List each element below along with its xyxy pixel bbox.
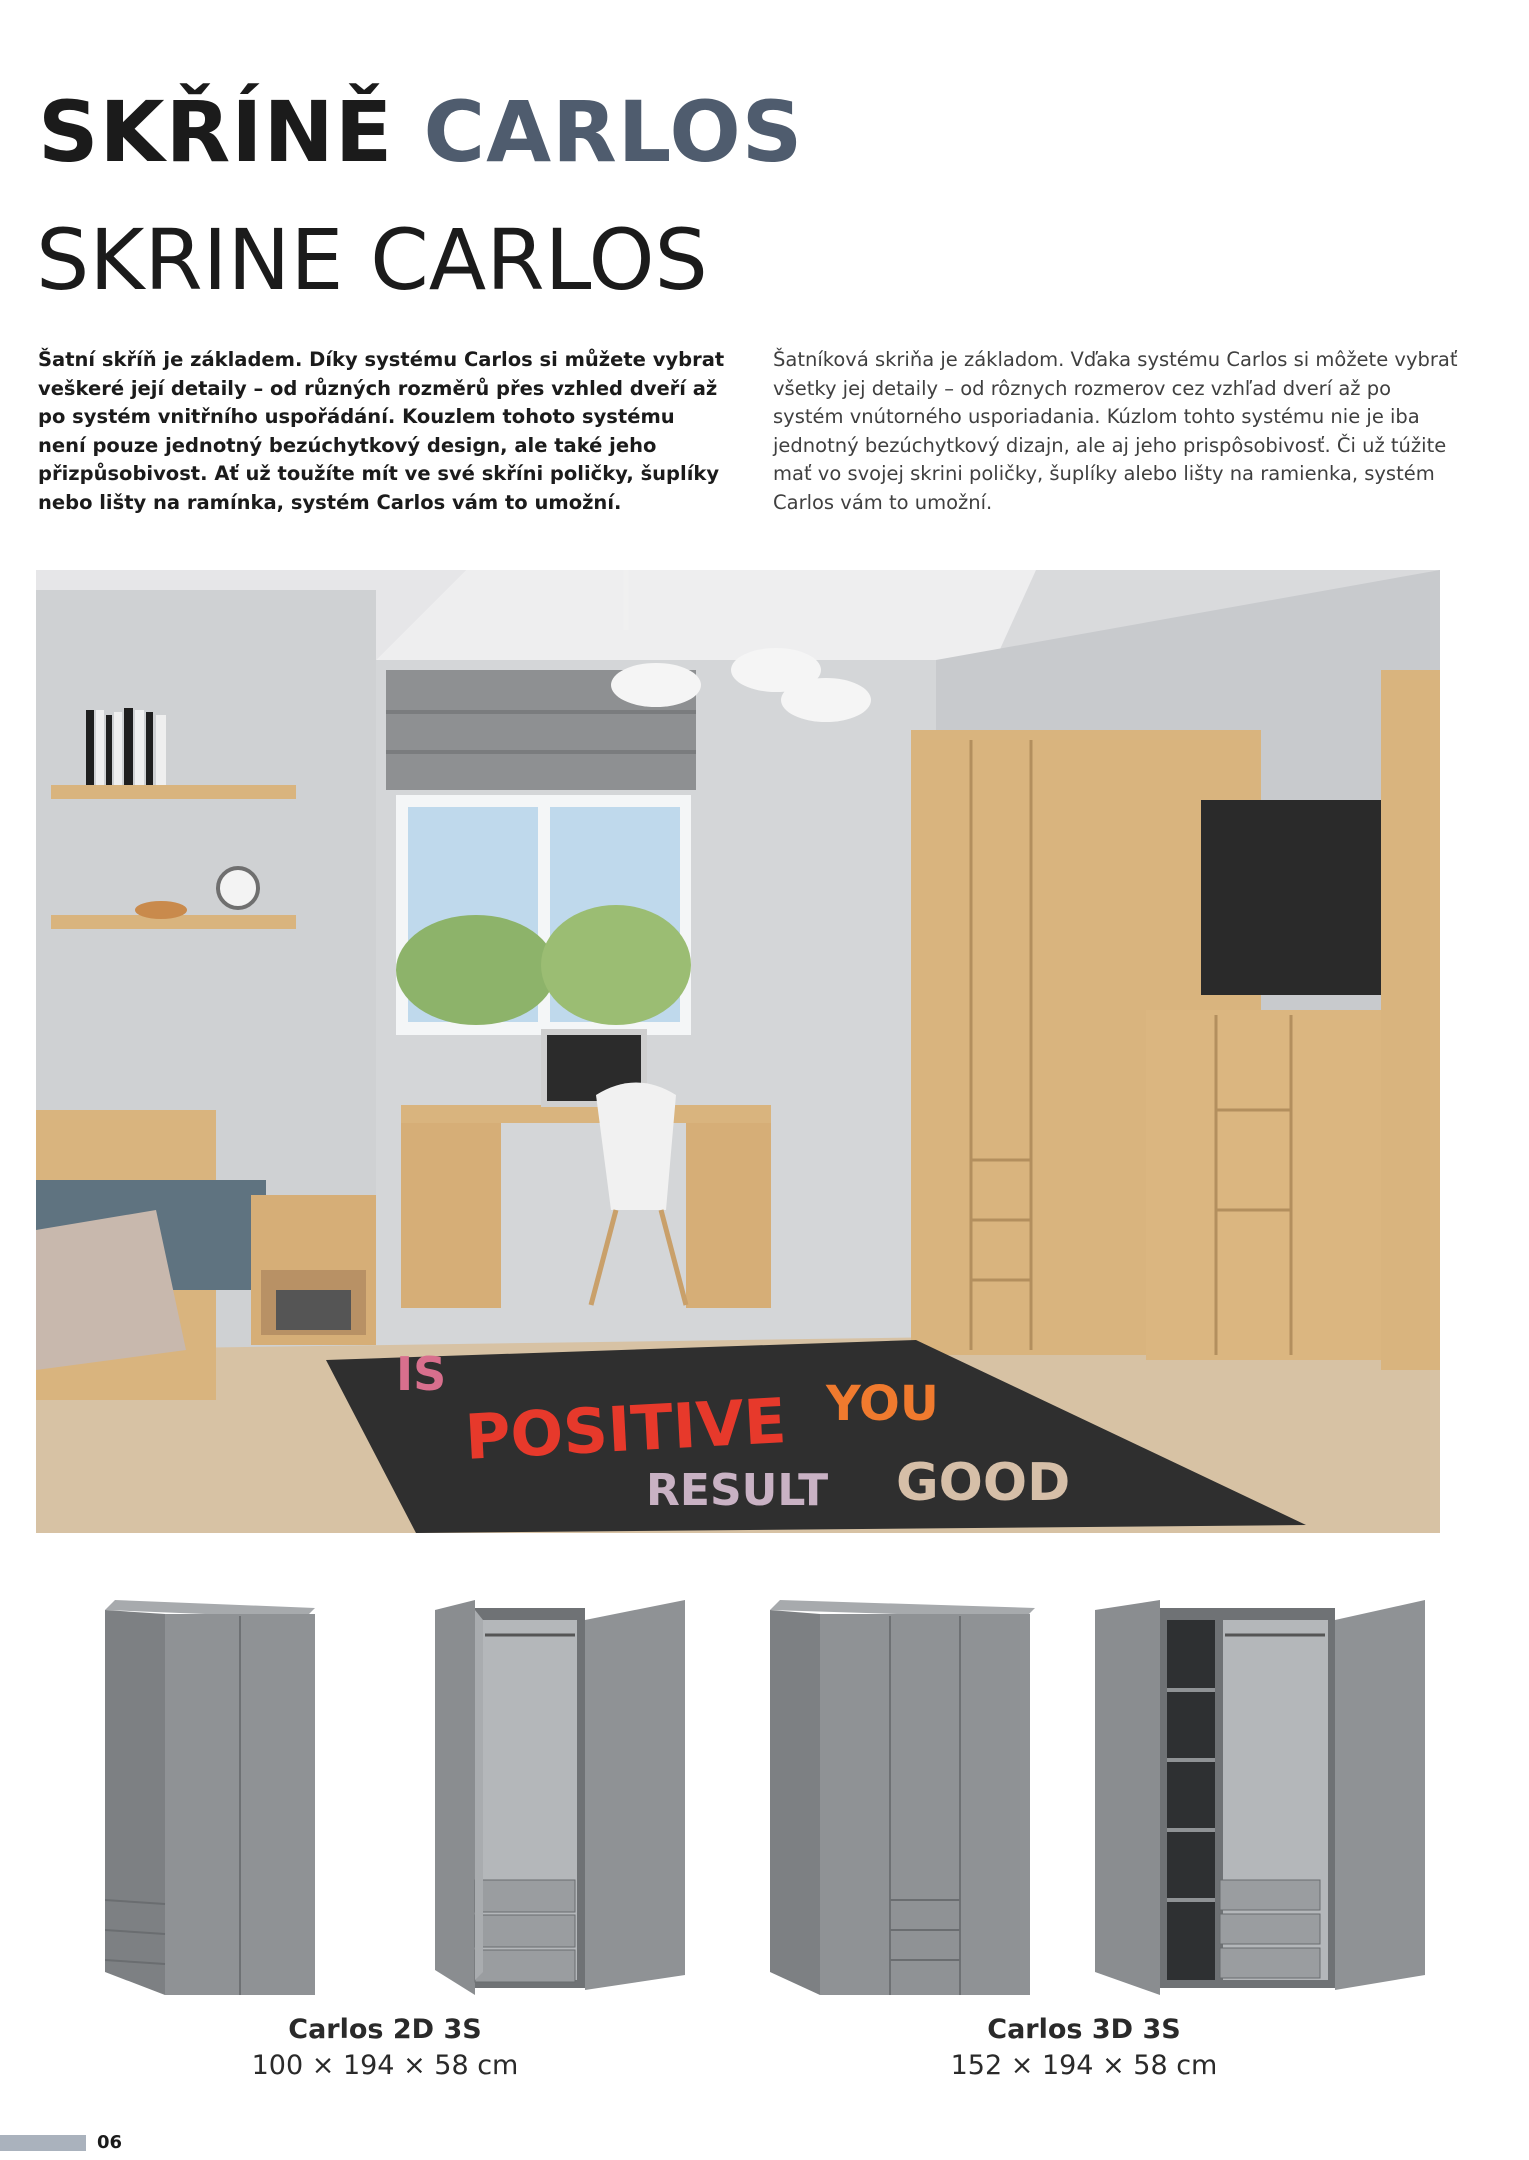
title-brand: CARLOS [423, 83, 804, 181]
product-image-2d3s-open [435, 1600, 690, 1999]
title-cz-word: SKŘÍNĚ [38, 83, 394, 181]
intro-text-sk: Šatníková skriňa je základom. Vďaka systému Carlos si môžete vybrať všetky jej detaily – od rôznych rozmerov cez vzhľad dverí až po systém vnútorného usporiadania. Kúzlom tohto systému nie je iba jednotný bezúchytkový dizajn, ale aj jeho prispôsobivosť. Či už túžite mať vo svojej skrini poličky, šuplíky alebo lišty na ramienka, systém Carlos vám to umožní. [773, 348, 1458, 514]
rug-word-result: RESULT [646, 1465, 829, 1516]
intro-text-cz: Šatní skříň je základem. Díky systému Carlos si můžete vybrat veškeré její detaily – od různých rozměrů přes vzhled dveří až po systém vnitřního uspořádání. Kouzlem tohoto systému není pouze jednotný bezúchytkový design, ale také jeho přizpůsobivost. Ať už toužíte mít ve své skříni poličky, šuplíky nebo lišty na ramínka, systém Carlos vám to umožní. [38, 348, 725, 514]
product-dimensions: 100 × 194 × 58 cm [251, 2050, 519, 2081]
room-photo [36, 570, 1440, 1533]
product-name: Carlos 2D 3S [288, 2014, 482, 2045]
product-image-3d3s-closed [770, 1600, 1040, 1999]
rug-word-you: YOU [826, 1376, 939, 1432]
rug-word-good: GOOD [896, 1453, 1071, 1513]
rug-word-positive: POSITIVE [463, 1384, 789, 1474]
product-caption-2d3s [175, 2012, 595, 2084]
page-number: 06 [97, 2132, 123, 2153]
footer-accent-bar [0, 2135, 86, 2151]
product-name: Carlos 3D 3S [987, 2014, 1181, 2045]
product-image-2d3s-closed [105, 1600, 330, 1999]
product-caption-3d3s [874, 2012, 1294, 2084]
product-dimensions: 152 × 194 × 58 cm [950, 2050, 1218, 2081]
rug-word-is: IS [396, 1347, 447, 1401]
page-subtitle: SKRINE CARLOS [36, 211, 708, 309]
product-image-3d3s-open [1095, 1600, 1425, 1999]
page-title [38, 82, 803, 182]
